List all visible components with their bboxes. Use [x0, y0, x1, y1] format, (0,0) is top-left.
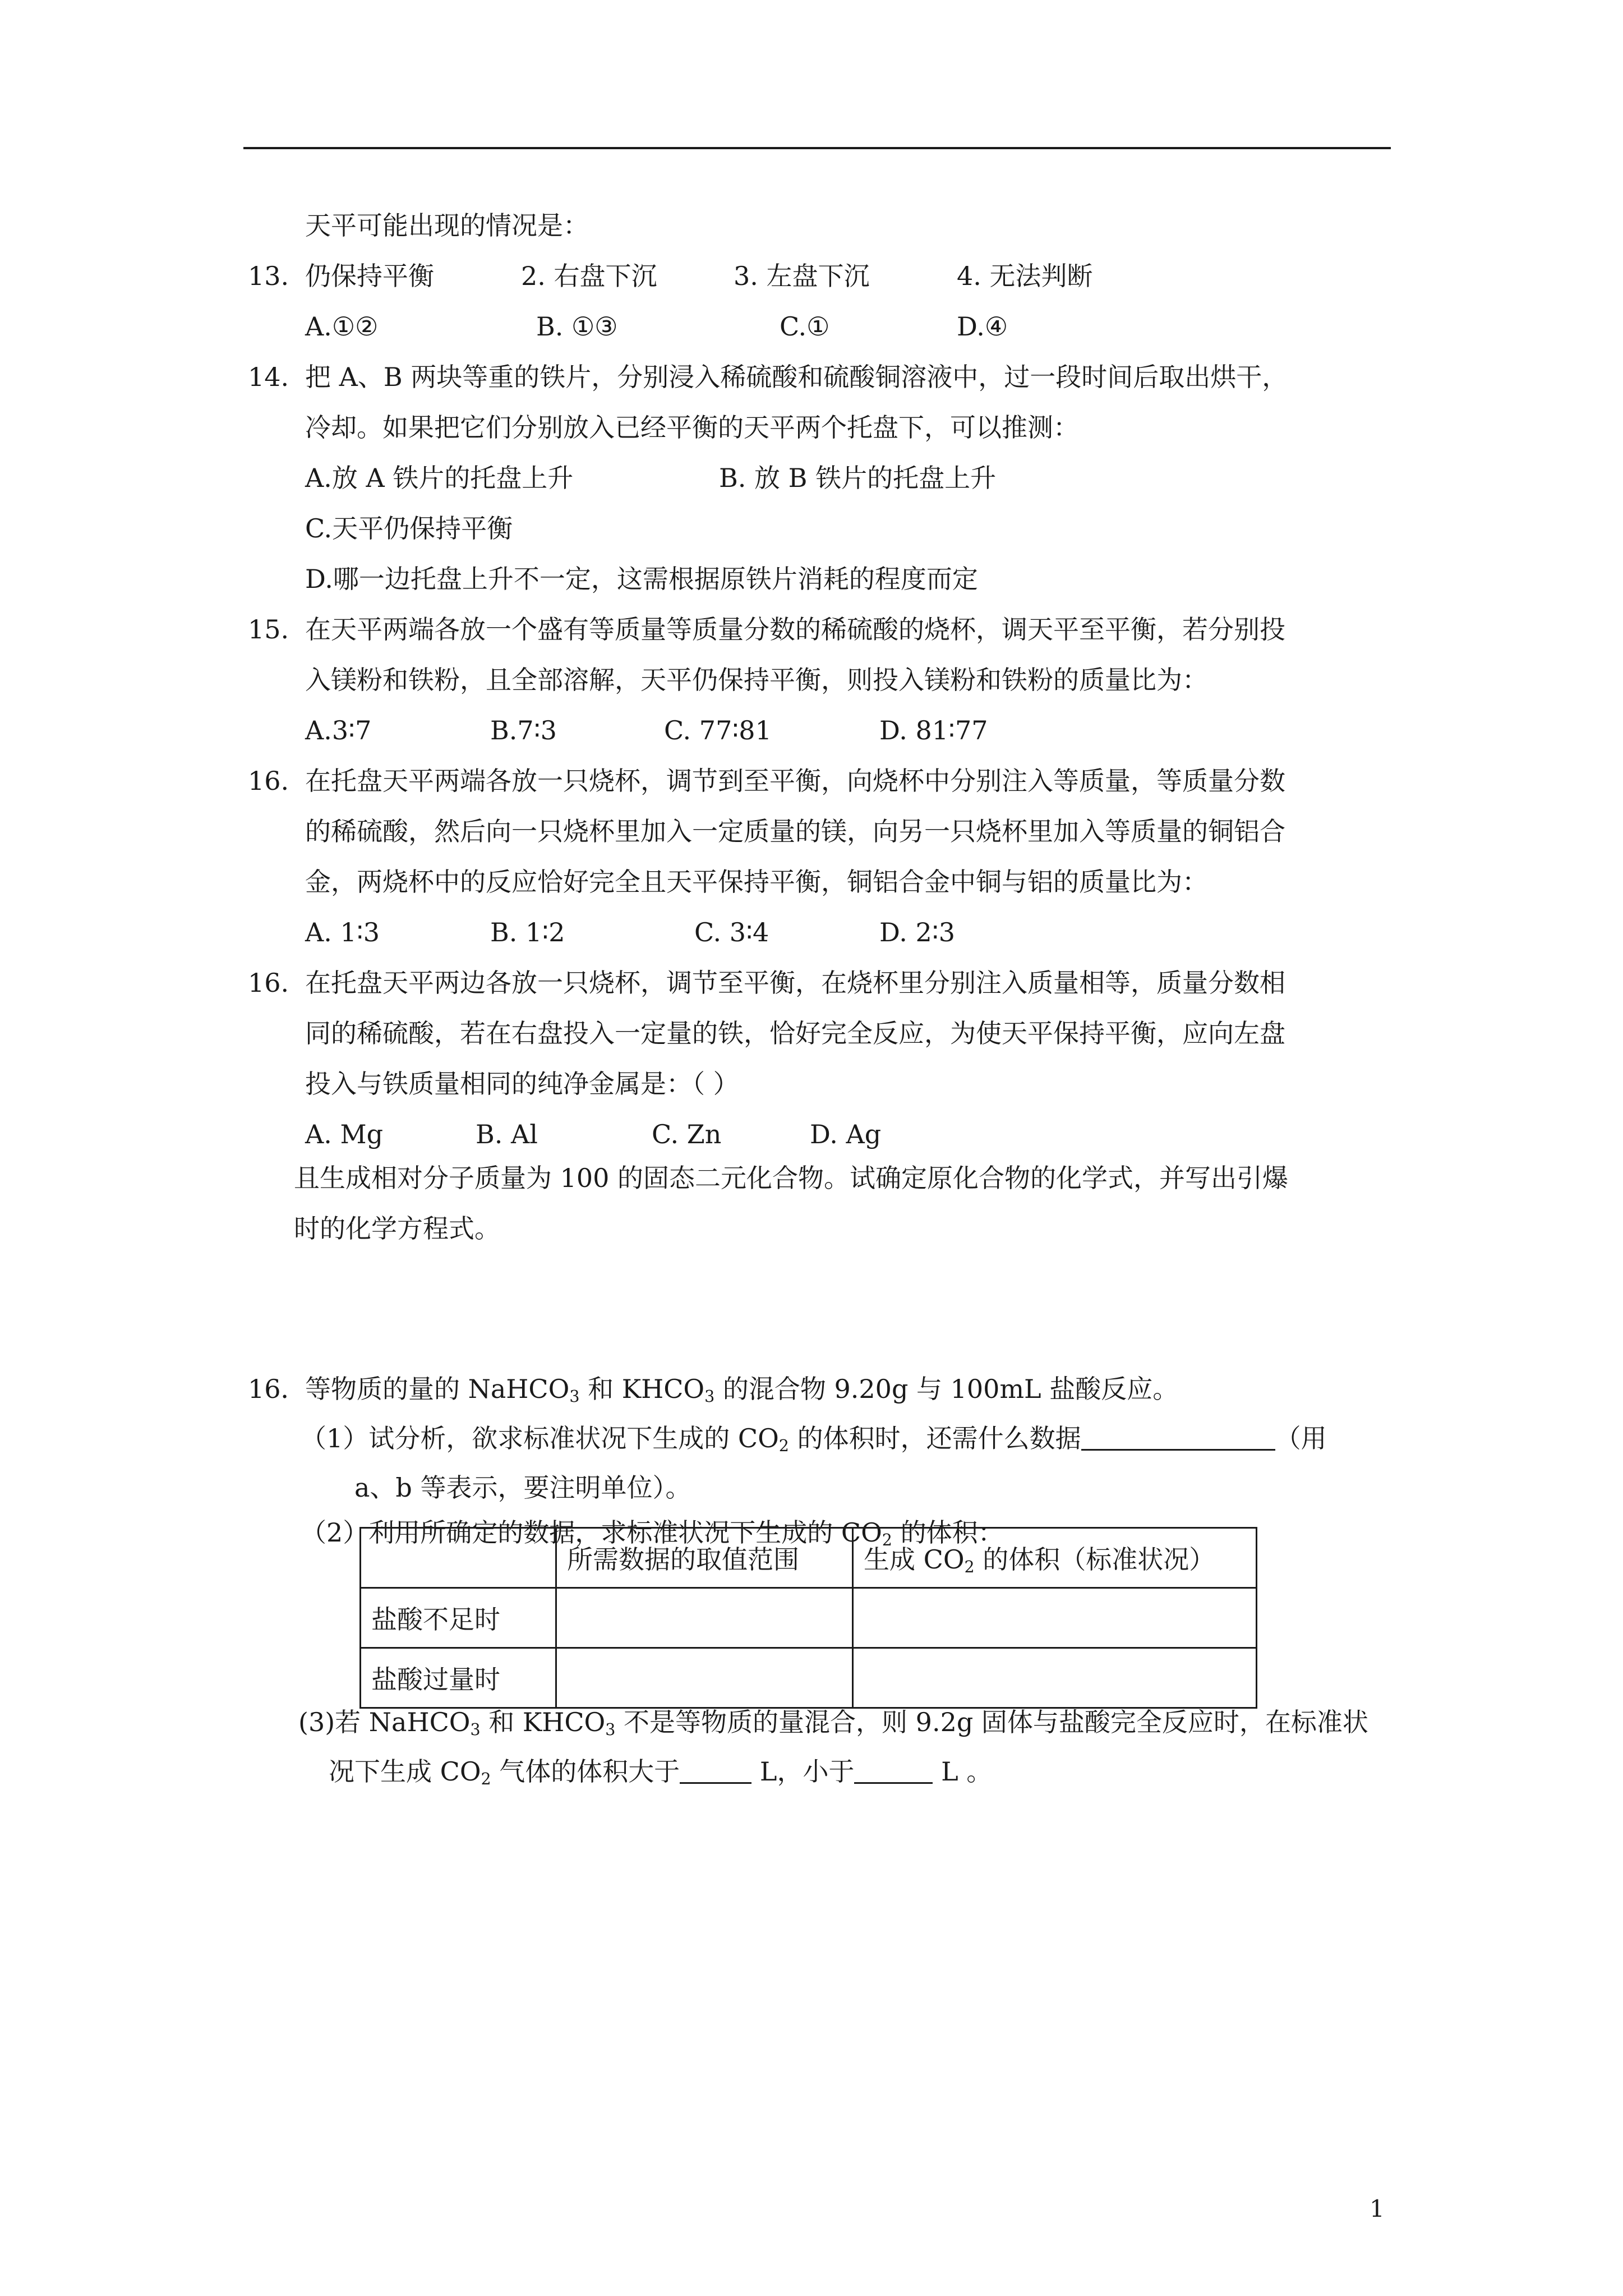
table-cell-blank[interactable] [853, 1588, 1257, 1648]
q14-option-a: A.放 A 铁片的托盘上升 [305, 463, 574, 493]
q13-option-a: A.①② [305, 311, 379, 342]
q16c-p1-b: 的体积时，还需什么数据 [789, 1423, 1081, 1453]
q15-number: 15. [248, 614, 289, 645]
header-volume-b: 的体积（标准状况） [974, 1544, 1215, 1575]
header-volume-a: 生成 CO [864, 1544, 965, 1575]
table-row [361, 1588, 1257, 1648]
q16c-stem-b: 和 KHCO [579, 1374, 705, 1404]
q16c-p3-d: 况下生成 CO [329, 1756, 481, 1787]
q14-option-c: C.天平仍保持平衡 [305, 513, 513, 544]
table-header-range: 所需数据的取值范围 [556, 1528, 853, 1588]
answer-blank-min[interactable] [680, 1756, 751, 1784]
q16a-option-d: D. 2∶3 [879, 917, 955, 947]
q16c-part1-line-1 [301, 1421, 1327, 1455]
q16a-option-b: B. 1∶2 [490, 917, 565, 947]
header-rule [243, 147, 1391, 149]
q16b-line-3: 投入与铁质量相同的纯净金属是：（ ） [305, 1069, 739, 1099]
subscript: 3 [470, 1720, 481, 1740]
q16c-number: 16． [248, 1374, 307, 1404]
table-header-volume [853, 1528, 1257, 1588]
q15-line-2: 入镁粉和铁粉，且全部溶解，天平仍保持平衡，则投入镁粉和铁粉的质量比为： [305, 665, 1208, 695]
q16a-number: 16. [248, 766, 289, 796]
page-number: 1 [1370, 2195, 1385, 2223]
fragment-line-2: 时的化学方程式。 [294, 1213, 500, 1244]
subscript: 2 [882, 1531, 892, 1550]
row-label-insufficient: 盐酸不足时 [361, 1588, 556, 1648]
q16b-number: 16. [248, 968, 289, 998]
q16c-stem-c: 的混合物 9.20g 与 100mL 盐酸反应。 [714, 1374, 1179, 1404]
q15-option-c: C. 77∶81 [664, 715, 772, 746]
q16c-part1-line-2: a、b 等表示，要注明单位）。 [354, 1473, 691, 1503]
q16a-line-2: 的稀硫酸，然后向一只烧杯里加入一定质量的镁，向另一只烧杯里加入等质量的铜铝合 [305, 816, 1285, 846]
q15-line-1: 在天平两端各放一个盛有等质量等质量分数的稀硫酸的烧杯，调天平至平衡，若分别投 [305, 614, 1285, 645]
answer-blank[interactable] [1081, 1423, 1275, 1451]
subscript: 2 [964, 1558, 975, 1577]
q14-line-1: 把 A、B 两块等重的铁片，分别浸入稀硫酸和硫酸铜溶液中，过一段时间后取出烘干， [305, 362, 1288, 392]
q13-option-b: B. ①③ [536, 311, 618, 342]
subscript: 2 [778, 1437, 789, 1456]
q16c-stem-a: 等物质的量的 NaHCO [305, 1374, 570, 1404]
table-header-row [361, 1528, 1257, 1588]
q13-case-3: 3. 左盘下沉 [734, 261, 870, 291]
q16b-line-2: 同的稀硫酸，若在右盘投入一定量的铁，恰好完全反应，为使天平保持平衡，应向左盘 [305, 1018, 1285, 1048]
q16c-p3-b: 和 KHCO [480, 1707, 606, 1737]
q16b-option-a: A. Mg [305, 1119, 384, 1149]
q15-option-d: D. 81∶77 [879, 715, 988, 746]
q16c-stem [305, 1372, 1178, 1406]
q16c-p2-a: （2）利用所确定的数据，求标准状况下生成的 CO [301, 1517, 882, 1548]
q16a-option-a: A. 1∶3 [305, 917, 380, 947]
q14-option-b: B. 放 B 铁片的托盘上升 [719, 463, 997, 493]
q16c-p3-c: 不是等物质的量混合，则 9.2g 固体与盐酸完全反应时，在标准状 [615, 1707, 1368, 1737]
q16c-part3-line-1 [298, 1705, 1368, 1739]
q15-option-b: B.7∶3 [490, 715, 557, 746]
q13-case-4: 4. 无法判断 [957, 261, 1093, 291]
table-cell-blank[interactable] [556, 1588, 853, 1648]
q16b-line-1: 在托盘天平两边各放一只烧杯，调节至平衡，在烧杯里分别注入质量相等，质量分数相 [305, 968, 1285, 998]
table-row [361, 1648, 1257, 1708]
q16a-option-c: C. 3∶4 [694, 917, 769, 947]
q16c-p1-a: （1）试分析，欲求标准状况下生成的 CO [301, 1423, 779, 1453]
q16c-p1-c: （用 [1275, 1423, 1327, 1453]
subscript: 3 [704, 1387, 715, 1406]
fragment-line-1: 且生成相对分子质量为 100 的固态二元化合物。试确定原化合物的化学式，并写出引爆 [294, 1163, 1289, 1193]
answer-blank-max[interactable] [854, 1756, 933, 1784]
q13-option-c: C.① [780, 311, 830, 342]
table-corner-cell [361, 1528, 556, 1588]
q13-case-2: 2. 右盘下沉 [521, 261, 657, 291]
q13-case-1: 仍保持平衡 [305, 261, 434, 291]
q15-option-a: A.3∶7 [305, 715, 372, 746]
intro-line: 天平可能出现的情况是： [305, 210, 589, 241]
subscript: 3 [605, 1720, 616, 1740]
table-cell-blank[interactable] [556, 1648, 853, 1708]
subscript: 2 [481, 1770, 491, 1789]
q16a-line-1: 在托盘天平两端各放一只烧杯，调节到至平衡，向烧杯中分别注入等质量，等质量分数 [305, 766, 1285, 796]
q16b-option-d: D. Ag [810, 1119, 882, 1149]
q16c-p2-b: 的体积： [892, 1517, 1004, 1548]
table-cell-blank[interactable] [853, 1648, 1257, 1708]
q14-line-2: 冷却。如果把它们分别放入已经平衡的天平两个托盘下，可以推测： [305, 412, 1079, 443]
q13-number: 13. [248, 261, 289, 291]
q16b-option-c: C. Zn [652, 1119, 722, 1149]
row-label-excess: 盐酸过量时 [361, 1648, 556, 1708]
q16c-p3-g: L 。 [933, 1756, 993, 1787]
answer-table [359, 1527, 1257, 1709]
q16c-p3-e: 气体的体积大于 [491, 1756, 680, 1787]
q16c-p3-a: (3)若 NaHCO [298, 1707, 471, 1737]
q14-option-d: D.哪一边托盘上升不一定，这需根据原铁片消耗的程度而定 [305, 564, 978, 594]
q16c-part3-line-2 [329, 1755, 992, 1788]
q16c-p3-f: L，小于 [751, 1756, 855, 1787]
subscript: 3 [569, 1387, 580, 1406]
q16a-line-3: 金，两烧杯中的反应恰好完全且天平保持平衡，铜铝合金中铜与铝的质量比为： [305, 867, 1208, 897]
q13-option-d: D.④ [957, 311, 1008, 342]
q16b-option-b: B. Al [476, 1119, 538, 1149]
q14-number: 14. [248, 362, 289, 392]
